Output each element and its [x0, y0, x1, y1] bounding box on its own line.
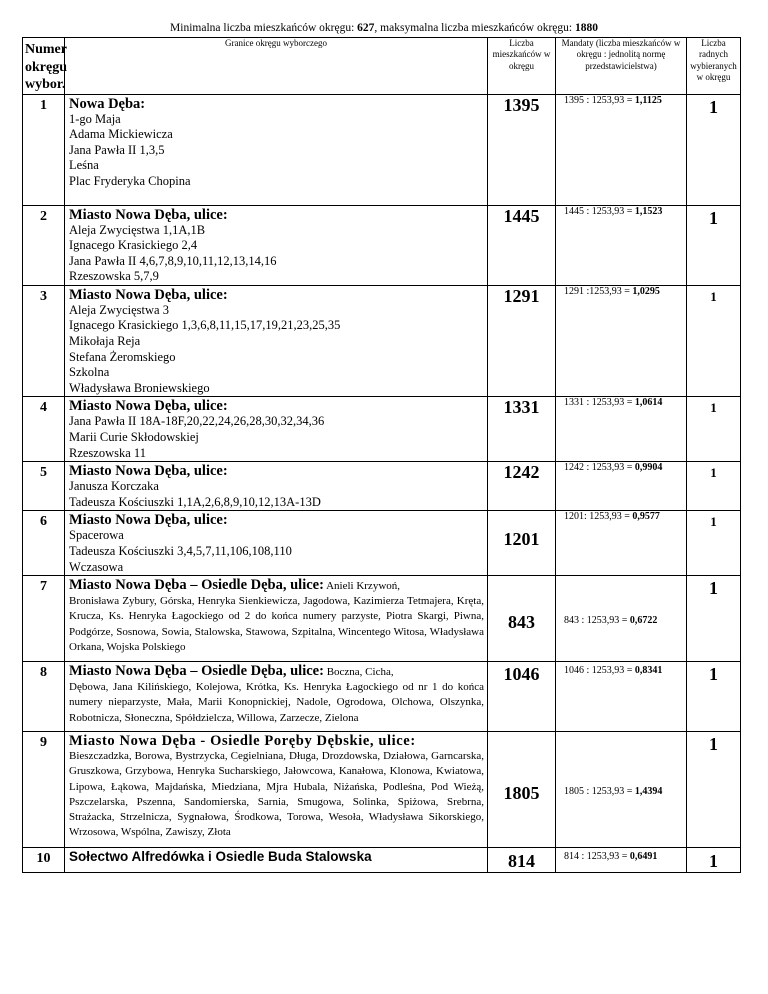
table-header-row	[23, 38, 741, 95]
mandate-calc: 1291 :1253,93 =	[564, 285, 633, 297]
header-number: Numer okręgu wybor.	[23, 38, 65, 95]
district-population: 1291	[488, 285, 556, 397]
district-seats: 1	[687, 94, 741, 205]
district-seats: 1	[687, 462, 741, 511]
table-row	[23, 397, 741, 462]
mandate-result: 1,1523	[634, 205, 663, 217]
district-number: 2	[23, 205, 65, 285]
district-seats: 1	[687, 205, 741, 285]
street-line: Wczasowa	[69, 559, 124, 574]
street-line: Leśna	[69, 158, 99, 173]
district-population: 1331	[488, 397, 556, 462]
district-seats: 1	[687, 662, 741, 732]
streets-paragraph: Bieszczadzka, Borowa, Bystrzycka, Cegielniana, Długa, Drozdowska, Działowa, Garncarska, Gruszkowa, Grzybowa, Henryka Sucharskiego, Jałowcowa, Kanałowa, Klonowa, Kwiatowa, Lipowa, Łąkowa, Majdańska, Miedziana, Mjra Hubala, Niżańska, Podleśna, Pod Wieżą, Pszczelarska, Pszenna, Sandomierska, Sarnia, Smugowa, Solinka, Spiżowa, Srebrna, Strażacka, Strzelnicza, Sygnałowa, Środkowa, Torowa, Wesoła, Władysława Sikorskiego, Wrzosowa, Wspólna, Zawiszy, Złota	[69, 750, 484, 839]
district-title: Miasto Nowa Dęba, ulice:	[69, 463, 228, 480]
street-line: Rzeszowska 11	[69, 445, 146, 460]
district-seats: 1	[687, 576, 741, 662]
street-line: Aleja Zwycięstwa 3	[69, 302, 169, 317]
district-title-text: Miasto Nowa Dęba – Osiedle Dęba, ulice:	[69, 663, 324, 680]
district-title: Miasto Nowa Dęba, ulice:	[69, 286, 228, 303]
districts-table	[22, 37, 741, 873]
district-boundaries	[65, 848, 488, 873]
table-row	[23, 732, 741, 848]
mandate-calc: 1046 : 1253,93 =	[564, 665, 635, 677]
district-number: 3	[23, 285, 65, 397]
district-mandate	[556, 511, 687, 576]
street-line: Spacerowa	[69, 528, 124, 543]
district-population: 1242	[488, 462, 556, 511]
district-number: 4	[23, 397, 65, 462]
page-caption	[0, 22, 768, 34]
street-line: Ignacego Krasickiego 2,4	[69, 238, 198, 253]
header-boundaries: Granice okręgu wyborczego	[65, 38, 488, 95]
district-title	[69, 733, 484, 749]
district-mandate	[556, 94, 687, 205]
street-line: Stefana Żeromskiego	[69, 349, 176, 364]
mandate-result: 1,0614	[634, 397, 663, 409]
mandate-result: 1,0295	[632, 285, 660, 297]
table-row	[23, 205, 741, 285]
streets-paragraph: Bronisława Zybury, Górska, Henryka Sienkiewicza, Jagodowa, Kazimierza Tetmajera, Kręta, Krucza, Ks. Henryka Łagockiego od 2 do końca numery parzyste, Piotra Skargi, Piwna, Podgórze, Sosnowa, Sowia, Stalowska, Stawowa, Szpitalna, Wincentego Witosa, Władysława Orkana, Wojska Polskiego	[69, 595, 484, 653]
mandate-calc: 843 : 1253,93 =	[564, 615, 630, 627]
district-title	[69, 663, 484, 680]
mandate-result: 0,8341	[634, 665, 663, 677]
district-title: Sołectwo Alfredówka i Osiedle Buda Stalowska	[69, 849, 372, 865]
streets-paragraph: Dębowa, Jana Kilińskiego, Kolejowa, Krótka, Ks. Henryka Łagockiego od nr 1 do końca numery nieparzyste, Mała, Marii Konopnickiej, Nadole, Ogrodowa, Olchowa, Olszynka, Robotnicza, Słoneczna, Spółdzielcza, Willowa, Zarzecze, Zielona	[69, 681, 484, 724]
district-population: 843	[488, 576, 556, 662]
street-line: Jana Pawła II 18A-18F,20,22,24,26,28,30,32,34,36	[69, 414, 325, 429]
district-boundaries	[65, 397, 488, 462]
district-title: Miasto Nowa Dęba, ulice:	[69, 206, 228, 223]
district-title-text: Miasto Nowa Dęba – Osiedle Dęba, ulice:	[69, 577, 324, 594]
mandate-calc: 1331 : 1253,93 =	[564, 397, 635, 409]
mandate-result: 0,6722	[629, 615, 658, 627]
district-boundaries	[65, 511, 488, 576]
district-population: 814	[488, 848, 556, 873]
header-mandates: Mandaty (liczba mieszkańców w okręgu : jednolitą normę przedstawicielstwa)	[556, 38, 687, 95]
table-row	[23, 285, 741, 397]
street-line: Tadeusza Kościuszki 1,1A,2,6,8,9,10,12,13A-13D	[69, 494, 321, 509]
street-line: Adama Mickiewicza	[69, 127, 173, 142]
district-title: Nowa Dęba:	[69, 95, 146, 112]
district-number: 8	[23, 662, 65, 732]
mandate-calc: 1805 : 1253,93 =	[564, 786, 635, 798]
district-boundaries	[65, 732, 488, 848]
street-line: Władysława Broniewskiego	[69, 380, 210, 395]
district-title-text: Miasto Nowa Dęba - Osiedle Poręby Dębskie, ulice:	[69, 733, 416, 750]
mandate-calc: 1242 : 1253,93 =	[564, 462, 635, 474]
district-seats: 1	[687, 511, 741, 576]
district-number: 1	[23, 94, 65, 205]
table-row	[23, 94, 741, 205]
district-number: 6	[23, 511, 65, 576]
street-line: Mikołaja Reja	[69, 334, 141, 349]
table-row	[23, 576, 741, 662]
street-line: Aleja Zwycięstwa 1,1A,1B	[69, 222, 206, 237]
mandate-calc: 1201: 1253,93 =	[564, 511, 633, 523]
header-seats: Liczba radnych wybieranych w okręgu	[687, 38, 741, 95]
street-line: Jana Pawła II 1,3,5	[69, 142, 165, 157]
street-line: Ignacego Krasickiego 1,3,6,8,11,15,17,19,21,23,25,35	[69, 318, 341, 333]
mandate-result: 1,1125	[634, 94, 662, 106]
district-number: 7	[23, 576, 65, 662]
caption-max-value: 1880	[574, 22, 598, 34]
street-line: Marii Curie Skłodowskiej	[69, 430, 199, 445]
caption-min-value: 627	[357, 22, 375, 34]
district-mandate	[556, 285, 687, 397]
mandate-calc: 1395 : 1253,93 =	[564, 94, 635, 106]
street-line: Janusza Korczaka	[69, 479, 159, 494]
header-population: Liczba mieszkańców w okręgu	[488, 38, 556, 95]
district-boundaries	[65, 94, 488, 205]
district-title	[69, 577, 484, 594]
district-boundaries	[65, 662, 488, 732]
district-number: 10	[23, 848, 65, 873]
mandate-calc: 814 : 1253,93 =	[564, 851, 630, 863]
mandate-result: 1,4394	[634, 786, 663, 798]
district-population: 1201	[488, 511, 556, 576]
caption-separator: ,	[374, 22, 381, 34]
district-seats: 1	[687, 848, 741, 873]
street-line: Tadeusza Kościuszki 3,4,5,7,11,106,108,110	[69, 544, 292, 558]
street-line: Jana Pawła II 4,6,7,8,9,10,11,12,13,14,16	[69, 253, 277, 268]
district-number: 5	[23, 462, 65, 511]
mandate-result: 0,6491	[629, 851, 658, 863]
district-mandate	[556, 462, 687, 511]
district-mandate	[556, 848, 687, 873]
district-title-inline: Anieli Krzywoń,	[323, 580, 401, 593]
mandate-result: 0,9577	[632, 511, 660, 523]
district-seats: 1	[687, 397, 741, 462]
district-number: 9	[23, 732, 65, 848]
district-mandate	[556, 662, 687, 732]
district-mandate	[556, 397, 687, 462]
district-population: 1046	[488, 662, 556, 732]
district-population: 1445	[488, 205, 556, 285]
caption-max-label: maksymalna liczba mieszkańców okręgu:	[380, 22, 573, 34]
mandate-result: 0,9904	[634, 462, 663, 474]
district-population: 1805	[488, 732, 556, 848]
district-seats: 1	[687, 732, 741, 848]
table-row	[23, 511, 741, 576]
district-boundaries	[65, 462, 488, 511]
table-row	[23, 462, 741, 511]
district-seats: 1	[687, 285, 741, 397]
district-mandate	[556, 205, 687, 285]
mandate-calc: 1445 : 1253,93 =	[564, 205, 635, 217]
district-mandate	[556, 576, 687, 662]
district-boundaries	[65, 576, 488, 662]
district-boundaries	[65, 205, 488, 285]
district-title: Miasto Nowa Dęba, ulice:	[69, 512, 228, 529]
street-line: Rzeszowska 5,7,9	[69, 269, 159, 284]
table-row	[23, 662, 741, 732]
district-population: 1395	[488, 94, 556, 205]
district-boundaries	[65, 285, 488, 397]
street-line: 1-go Maja	[69, 111, 121, 126]
district-mandate	[556, 732, 687, 848]
street-line: Plac Fryderyka Chopina	[69, 173, 191, 188]
district-title-inline: Boczna, Cicha,	[323, 666, 394, 679]
table-row	[23, 848, 741, 873]
street-line: Szkolna	[69, 365, 110, 380]
district-title: Miasto Nowa Dęba, ulice:	[69, 398, 228, 415]
caption-min-label: Minimalna liczba mieszkańców okręgu:	[170, 22, 355, 34]
